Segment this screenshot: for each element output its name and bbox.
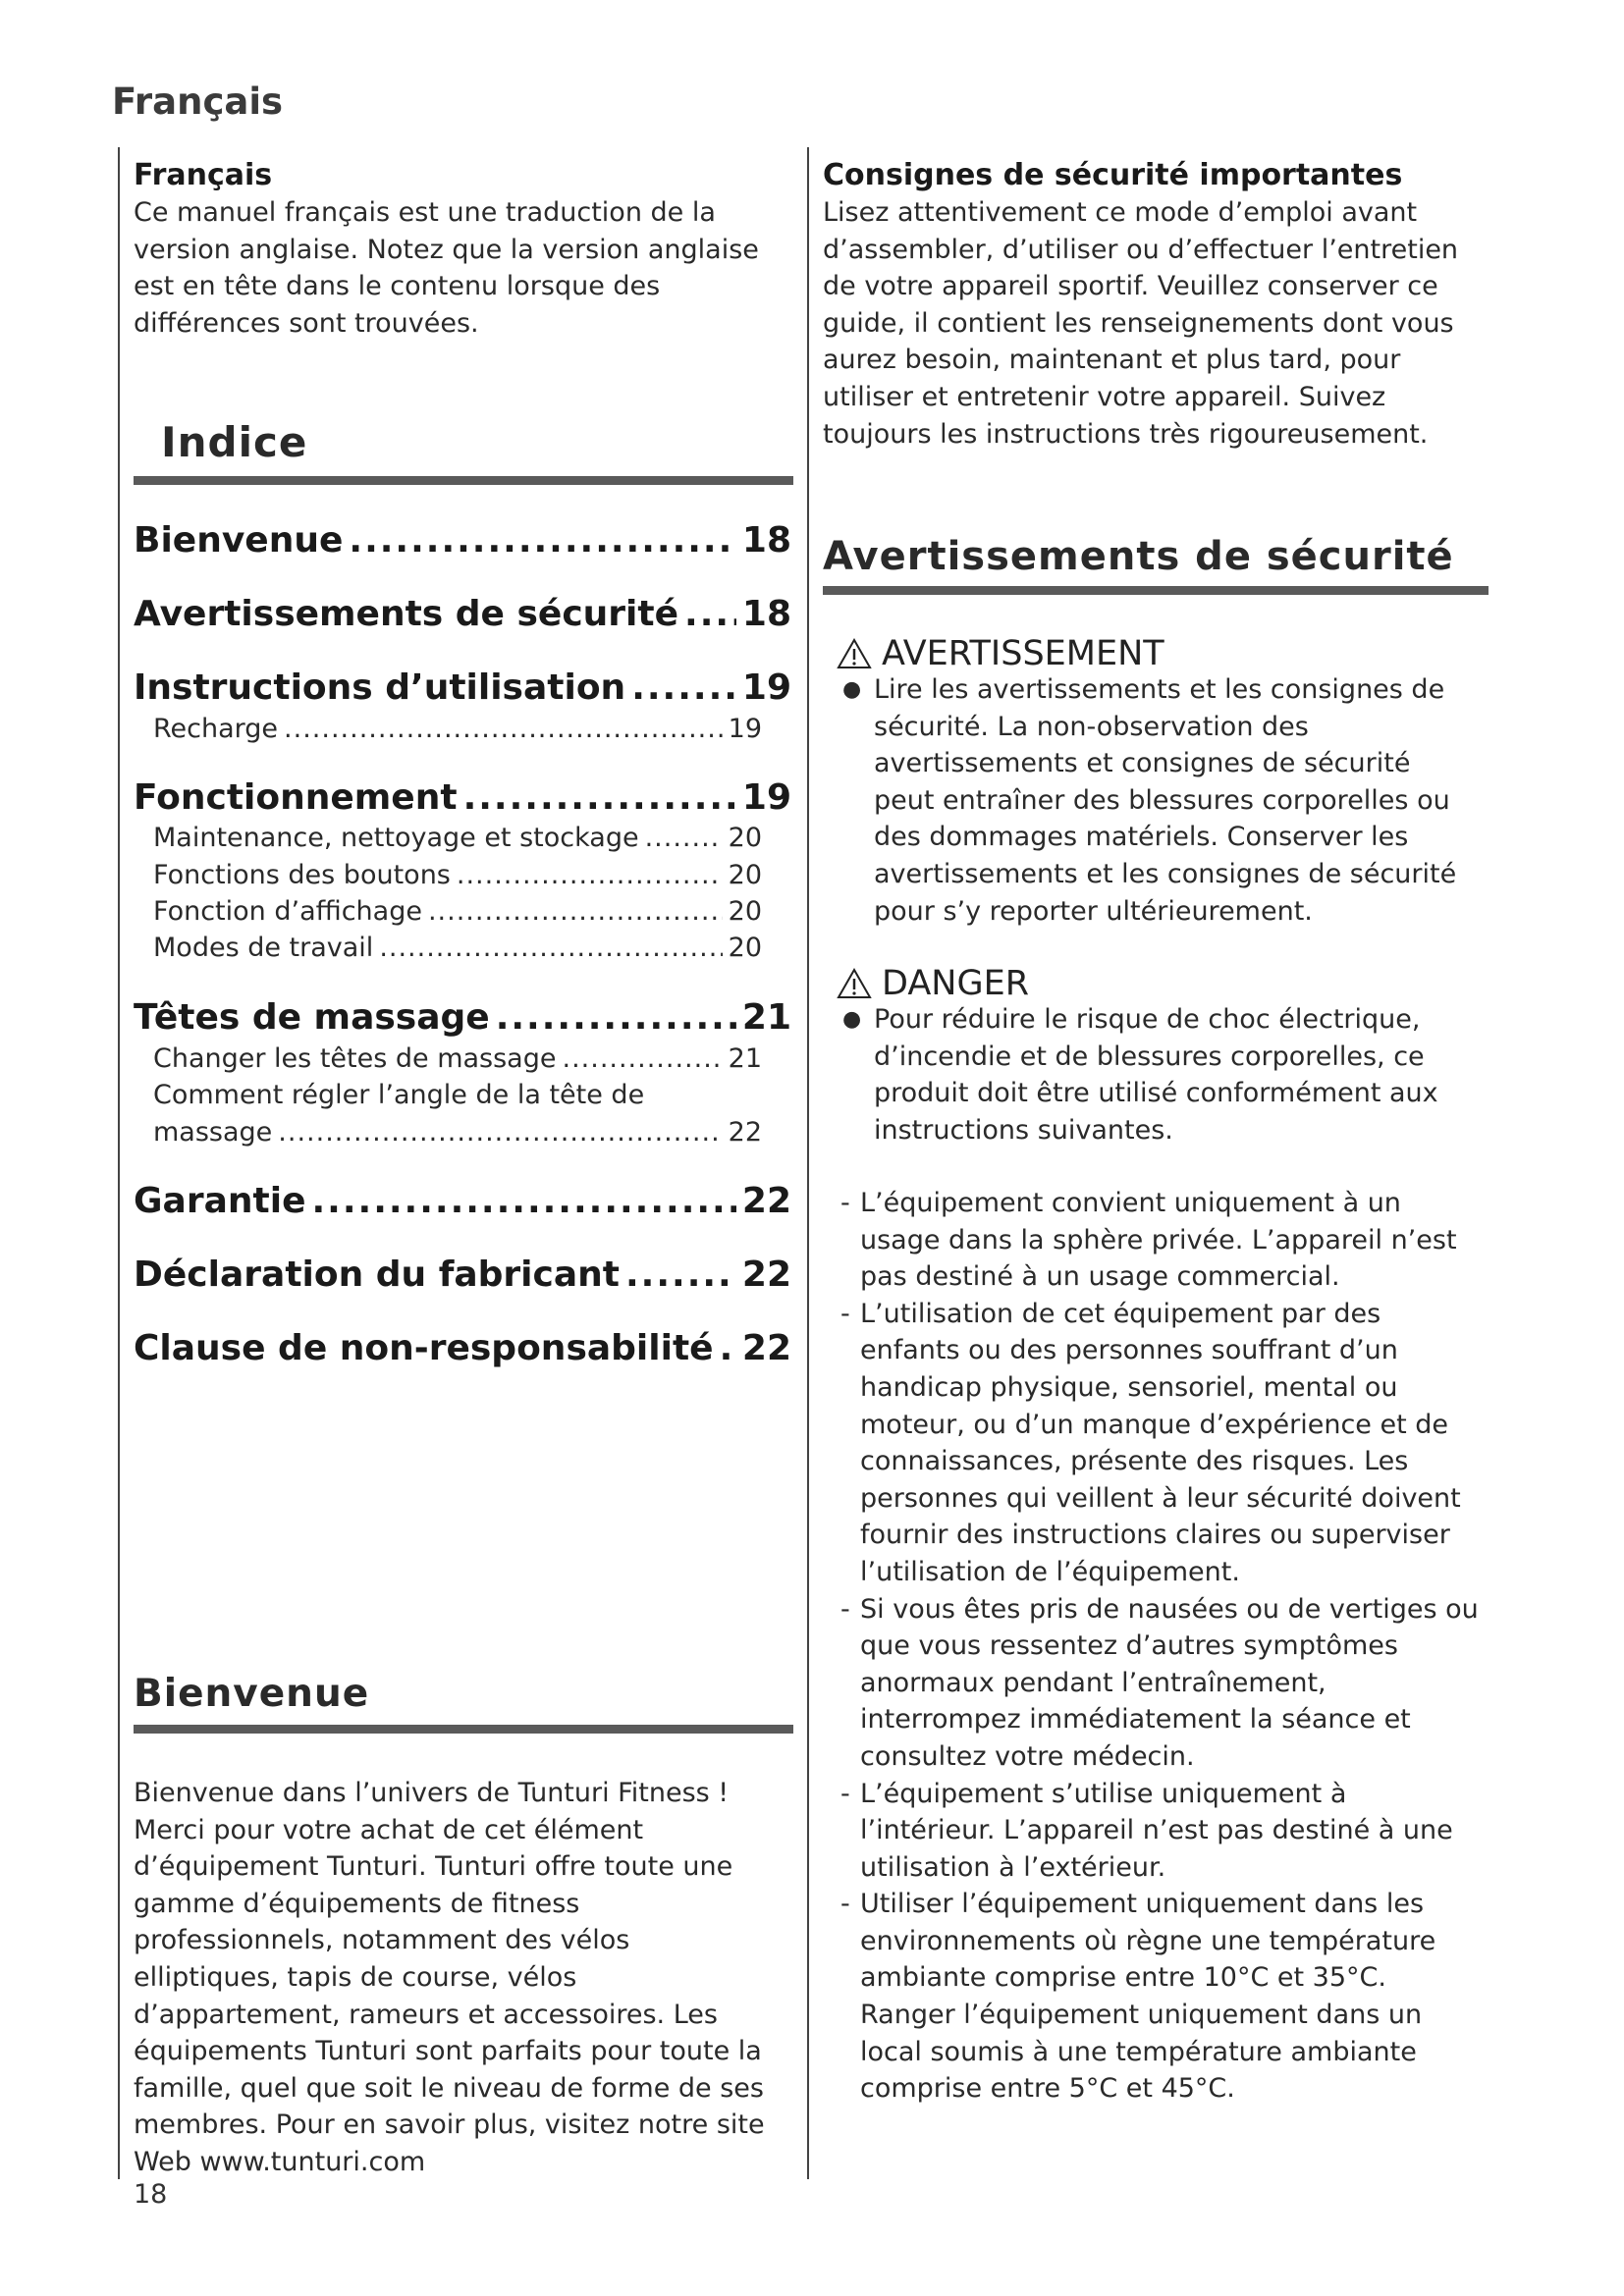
toc-sub-entry[interactable] [153,933,762,963]
toc-sub-entry[interactable] [153,714,762,744]
toc-sub-page: 21 [728,1043,762,1074]
toc-sub-label: Fonctions des boutons [153,860,451,890]
bullet-dot: ● [842,1007,862,1032]
danger-bullet [842,1001,1471,1148]
warning-triangle-icon [837,638,872,669]
toc-entry[interactable] [134,594,791,634]
list-item: - Utiliser l’équipement uniquement dans les environnements où règne une température ambiante comprise entre 10°C et 35°C. Ranger l’équipement uniquement dans un local soumis à une température ambiante comprise entre 5°C et 45°C. [840,1886,1479,2108]
list-item: - L’utilisation de cet équipement par des enfants ou des personnes souffrant d’un handicap physique, sensoriel, mental ou moteur, ou d’un manque d’expérience et de connaissances, présente des risques. Les personnes qui veillent à leur sécurité doivent fournir des instructions claires ou superviser l’utilisation de l’équipement. [840,1296,1479,1591]
toc-entry[interactable] [134,1181,791,1221]
left-margin-rule [118,147,120,2179]
toc-page: 22 [741,1181,791,1221]
toc-sub-page: 20 [728,896,762,927]
toc-page: 22 [741,1255,791,1295]
toc-entry[interactable] [134,997,791,1038]
toc-sub-page: 20 [728,823,762,853]
toc-label: Garantie [134,1181,306,1221]
toc-sub-label: Fonction d’affichage [153,896,422,927]
toc-leader [284,714,723,744]
toc-sub-entry[interactable] [153,860,762,890]
index-heading-rule [134,476,793,485]
warnings-heading: Avertissements de sécurité [823,534,1454,579]
toc-label: Instructions d’utilisation [134,667,626,708]
toc-label: Clause de non-responsabilité [134,1328,714,1368]
danger-header [837,964,1029,1003]
warning-label: AVERTISSEMENT [882,634,1164,673]
toc-label: Têtes de massage [134,997,490,1038]
toc-sub-page: 22 [728,1117,762,1148]
welcome-text: Bienvenue dans l’univers de Tunturi Fitness ! Merci pour votre achat de cet élément d’équipement Tunturi. Tunturi offre toute une gamme d’équipements de fitness professionnels, notamment des vélos elliptiques, tapis de course, vélos d’appartement, rameurs et accessoires. Les équipements Tunturi sont parfaits pour toute la famille, quel que soit le niveau de forme de ses membres. Pour en savoir plus, visitez notre site Web www.tunturi.com [134,1778,765,2177]
toc-leader [311,1181,735,1221]
toc-sub-label: massage [153,1117,273,1148]
welcome-heading-rule [134,1725,793,1734]
toc-entry[interactable] [134,520,791,561]
toc-leader [379,933,722,963]
toc-page: 19 [741,777,791,818]
intro-heading: Français [134,158,273,192]
warning-header [837,634,1164,673]
bullet-dot: ● [842,677,862,702]
warnings-heading-rule [823,586,1489,595]
toc-entry[interactable] [134,667,791,708]
safety-instructions-section [823,157,1489,453]
toc-leader [463,777,736,818]
toc-sub-label: Changer les têtes de massage [153,1043,557,1074]
welcome-heading: Bienvenue [134,1672,370,1716]
toc-leader [631,667,736,708]
toc-sub-page: 20 [728,860,762,890]
toc-leader [720,1328,736,1368]
toc-sub-label: Recharge [153,714,279,744]
toc-entry[interactable] [134,1255,791,1295]
toc-sub-label: Maintenance, nettoyage et stockage [153,823,639,853]
toc-page: 18 [741,594,791,634]
warning-bullet [842,671,1471,930]
safety-rules-list [840,1185,1479,2108]
warning-text: Lire les avertissements et les consignes de sécurité. La non-observation des avertissements et consignes de sécurité peut entraîner des blessures corporelles ou des dommages matériels. Conserver les avertissements et les consignes de sécurité pour s’y reporter ultérieurement. [874,674,1457,927]
toc-page: 21 [741,997,791,1038]
toc-sub-page: 20 [728,933,762,963]
index-heading: Indice [161,418,308,466]
safety-instructions-heading: Consignes de sécurité importantes [823,158,1403,192]
toc-leader [457,860,723,890]
list-item: - L’équipement convient uniquement à un usage dans la sphère privée. L’appareil n’est pas destiné à un usage commercial. [840,1185,1479,1296]
toc-leader [428,896,723,927]
toc-sub-label-wrap[interactable]: Comment régler l’angle de la tête de [153,1080,645,1110]
toc-page: 18 [741,520,791,561]
toc-leader [625,1255,736,1295]
toc-sub-entry[interactable] [153,896,762,927]
toc-leader [645,823,723,853]
safety-instructions-text: Lisez attentivement ce mode d’emploi avant d’assembler, d’utiliser ou d’effectuer l’entretien de votre appareil sportif. Veuillez conserver ce guide, il contient les renseignements dont vous aurez besoin, maintenant et plus tard, pour utiliser et entretenir votre appareil. Suivez toujours les instructions très rigoureusement. [823,197,1459,450]
page-language-title: Français [112,80,284,123]
toc-label: Avertissements de sécurité [134,594,679,634]
toc-label: Bienvenue [134,520,344,561]
intro-text: Ce manuel français est une traduction de la version anglaise. Notez que la version anglaise est en tête dans le contenu lorsque des différences sont trouvées. [134,197,759,339]
toc-sub-page: 19 [728,714,762,744]
danger-label: DANGER [882,964,1030,1003]
toc-sub-label: Modes de travail [153,933,374,963]
toc-sub-entry[interactable] [153,1117,762,1148]
toc-page: 22 [741,1328,791,1368]
toc-leader [496,997,736,1038]
danger-text: Pour réduire le risque de choc électrique, d’incendie et de blessures corporelles, ce produit doit être utilisé conformément aux instructions suivantes. [874,1004,1438,1146]
toc-entry[interactable] [134,777,791,818]
toc-leader [278,1117,722,1148]
toc-leader [684,594,736,634]
toc-sub-entry[interactable] [153,823,762,853]
toc-page: 19 [741,667,791,708]
toc-sub-entry[interactable] [153,1043,762,1074]
list-item: - Si vous êtes pris de nausées ou de vertiges ou que vous ressentez d’autres symptômes anormaux pendant l’entraînement, interrompez immédiatement la séance et consultez votre médecin. [840,1591,1479,1776]
toc-entry[interactable] [134,1328,791,1368]
danger-triangle-icon [837,968,872,999]
toc-leader [562,1043,722,1074]
list-item: - L’équipement s’utilise uniquement à l’intérieur. L’appareil n’est pas destiné à une utilisation à l’extérieur. [840,1776,1479,1887]
column-divider-rule [807,147,809,2179]
intro-section [134,157,793,342]
toc-leader [349,520,736,561]
toc-label: Déclaration du fabricant [134,1255,620,1295]
page-number: 18 [134,2179,168,2210]
toc-label: Fonctionnement [134,777,458,818]
